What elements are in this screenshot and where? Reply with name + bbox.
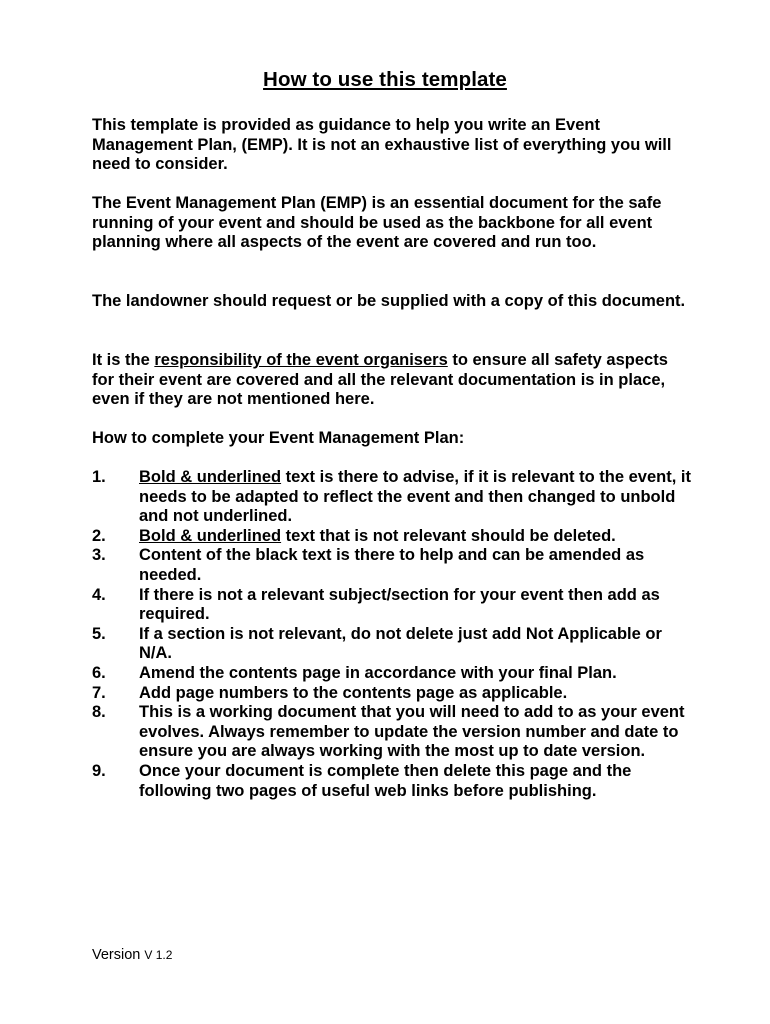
- list-item-text: Content of the black text is there to help and can be amended as needed.: [139, 546, 645, 584]
- list-item-text: Once your document is complete then delete this page and the following two pages of useful web links before publishing.: [139, 761, 632, 800]
- list-item-number: 6.: [92, 663, 106, 682]
- list-item-number: 3.: [92, 546, 106, 565]
- list-item-number: 1.: [92, 468, 106, 486]
- instructions-list: [92, 468, 692, 801]
- list-item: [92, 762, 692, 801]
- list-item-text: Add page numbers to the contents page as applicable.: [139, 683, 568, 702]
- list-item-text: text is there to advise, if it is relevant to the event, it needs to be adapted to reflect the event and then changed to unbold and not underlined.: [139, 468, 691, 526]
- page-title: How to use this template: [263, 68, 507, 91]
- list-item-number: 8.: [92, 703, 106, 722]
- list-item-text: text that is not relevant should be deleted.: [281, 526, 616, 545]
- list-item-text: If a section is not relevant, do not delete just add Not Applicable or N/A.: [139, 624, 662, 663]
- list-item: [92, 468, 692, 527]
- list-item-underlined: Bold & underlined: [139, 526, 282, 545]
- list-item: [92, 586, 692, 625]
- list-item: [92, 546, 692, 585]
- list-item-number: 4.: [92, 585, 106, 604]
- version-footer: [92, 947, 172, 963]
- intro-paragraph: This template is provided as guidance to help you write an Event Management Plan, (EMP). It is not an exhaustive list of everything you will need to consider.: [92, 116, 672, 174]
- list-item-number: 7.: [92, 683, 106, 702]
- responsibility-text-before: It is the: [92, 351, 155, 369]
- list-item-number: 9.: [92, 761, 106, 780]
- list-item-text: If there is not a relevant subject/section for your event then add as required.: [139, 585, 660, 624]
- list-item: [92, 664, 692, 684]
- list-item-underlined: Bold & underlined: [139, 468, 282, 486]
- list-item: [92, 703, 692, 762]
- list-item: [92, 684, 692, 704]
- responsibility-underlined: responsibility of the event organisers: [154, 351, 448, 369]
- list-item: [92, 625, 692, 664]
- instructions-heading: How to complete your Event Management Plan:: [92, 429, 465, 447]
- version-label: Version: [92, 947, 141, 963]
- list-item-number: 5.: [92, 624, 106, 643]
- list-item: [92, 527, 692, 547]
- responsibility-text-after: to ensure all safety aspects for their event are covered and all the relevant documentation is in place, even if they are not mentioned here.: [92, 351, 668, 409]
- emp-description-paragraph: The Event Management Plan (EMP) is an essential document for the safe running of your event and should be used as the backbone for all event planning where all aspects of the event are covered and run too.: [92, 194, 662, 252]
- list-item-text: This is a working document that you will need to add to as your event evolves. Always remember to update the version number and date to ensure you are always working with the most up to date version.: [139, 703, 685, 761]
- responsibility-paragraph: [92, 351, 692, 410]
- list-item-number: 2.: [92, 526, 106, 545]
- landowner-paragraph: The landowner should request or be supplied with a copy of this document.: [92, 292, 686, 310]
- version-number: V 1.2: [144, 948, 173, 962]
- list-item-text: Amend the contents page in accordance with your final Plan.: [139, 663, 617, 682]
